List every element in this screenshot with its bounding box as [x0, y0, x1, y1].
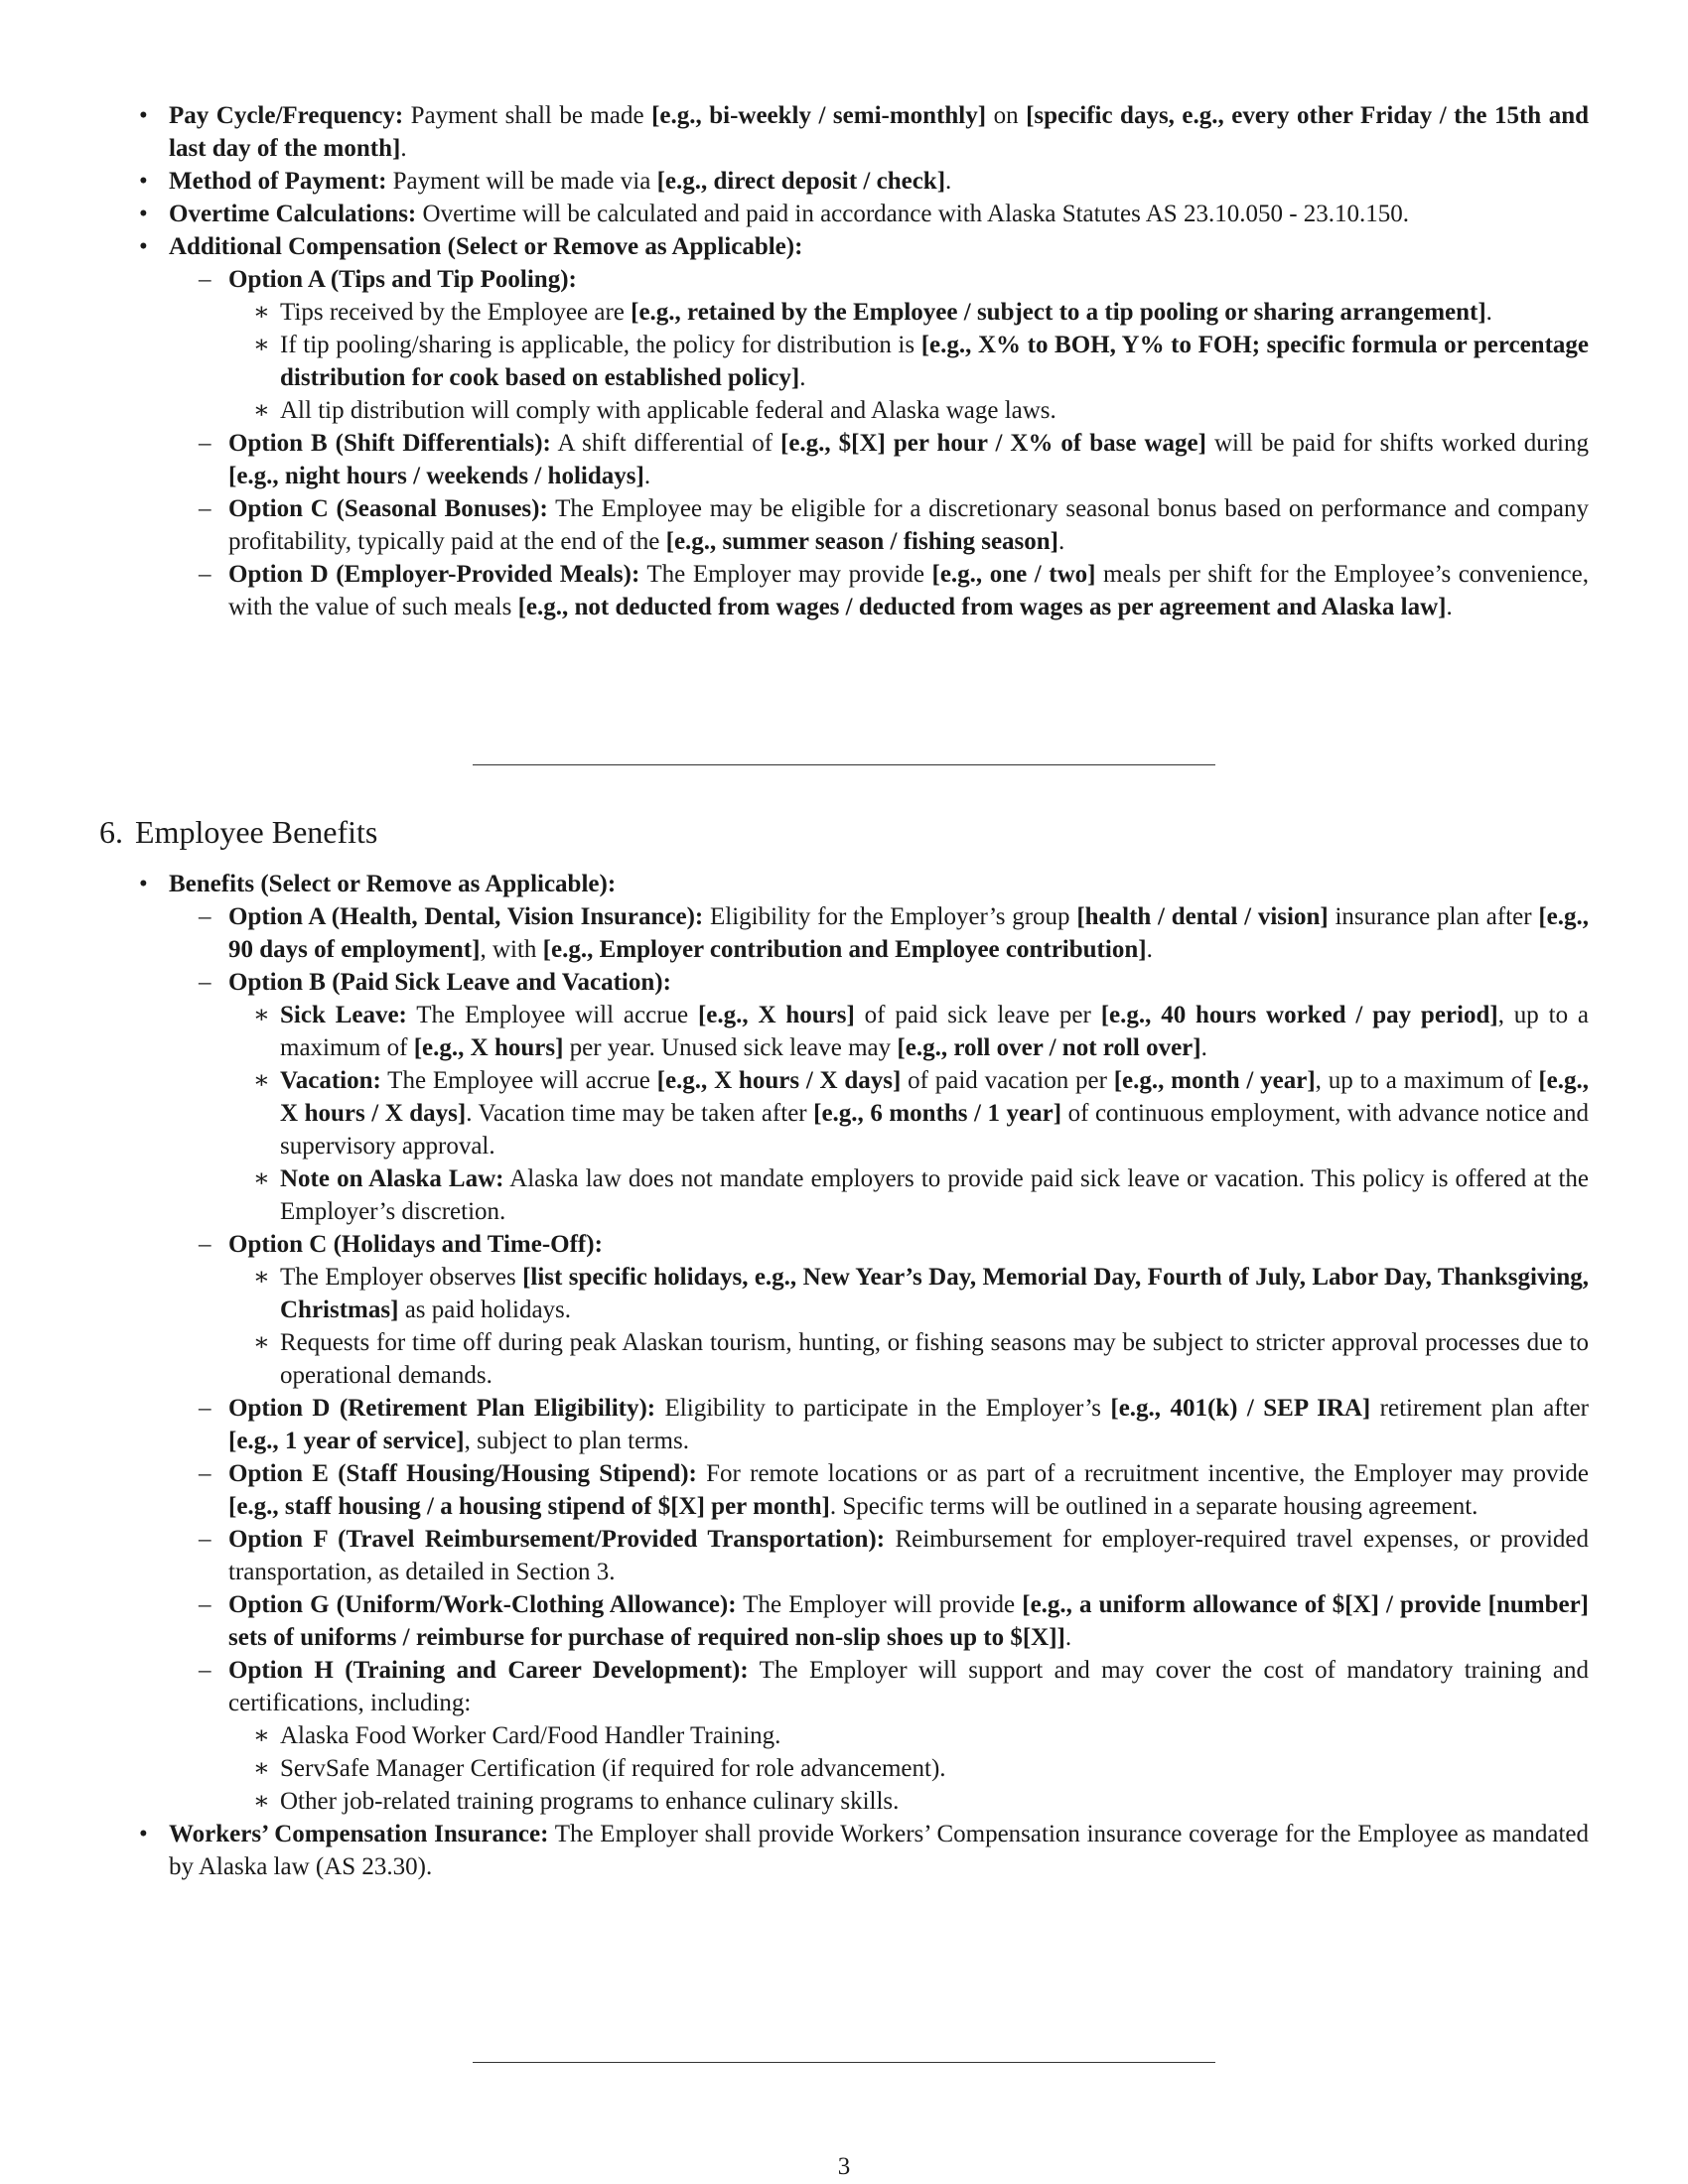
compensation-section [99, 99, 1589, 623]
workers-comp-item: • Workers’ Compensation Insurance: The Employer shall provide Workers’ Compensation insurance coverage for the Employee as mandated by Alaska law (AS 23.30). [99, 1818, 1589, 1883]
holidays-sublist [228, 1261, 1589, 1392]
section-number: 6. [99, 814, 123, 850]
benefit-option-c: – Option C (Holidays and Time-Off): ∗ The Employer observes [list specific holidays, e.g., New Year’s Day, Memorial Day, Fourth of July, Labor Day, Thanksgiving, Christmas] as paid holidays. ∗ Requests for time off during peak Alaskan tourism, hunting, or fishing seasons may be subject to stricter approval processes due to operational demands. [169, 1228, 1589, 1392]
horizontal-rule [473, 2062, 1215, 2063]
sick-leave-item: ∗ Sick Leave: The Employee will accrue [e.g., X hours] of paid sick leave per [e.g., 40 hours worked / pay period], up to a maximum of [e.g., X hours] per year. Unused sick leave may [e.g., roll over / not roll over]. [228, 999, 1589, 1064]
list-item: ∗ Requests for time off during peak Alaskan tourism, hunting, or fishing seasons may be subject to stricter approval processes due to operational demands. [228, 1326, 1589, 1392]
benefit-option-a: – Option A (Health, Dental, Vision Insurance): Eligibility for the Employer’s group [health / dental / vision] insurance plan after [e.g., 90 days of employment], with [e.g., Employer contribution and Employee contribution]. [169, 900, 1589, 966]
alaska-law-note-item: ∗ Note on Alaska Law: Alaska law does not mandate employers to provide paid sick leave or vacation. This policy is offered at the Employer’s discretion. [228, 1162, 1589, 1228]
section-title: Employee Benefits [135, 814, 378, 850]
method-of-payment-item: • Method of Payment: Payment will be made via [e.g., direct deposit / check]. [99, 165, 1589, 198]
comp-option-a: – Option A (Tips and Tip Pooling): ∗ Tips received by the Employee are [e.g., retained by the Employee / subject to a tip pooling or sharing arrangement]. ∗ If tip pooling/sharing is applicable, the policy for distribution is [e.g., X% to BOH, Y% to FOH; specific formula or percentage distribution for cook based on established policy]. ∗ All tip distribution will comply with applicable federal and Alaska wage laws. [169, 263, 1589, 427]
benefit-options-list [169, 900, 1589, 1818]
benefit-option-e: – Option E (Staff Housing/Housing Stipend): For remote locations or as part of a recruitment incentive, the Employer may provide [e.g., staff housing / a housing stipend of $[X] per month]. Specific terms will be outlined in a separate housing agreement. [169, 1457, 1589, 1523]
pay-cycle-label: Pay Cycle/Frequency: [169, 102, 404, 129]
list-item: ∗ The Employer observes [list specific holidays, e.g., New Year’s Day, Memorial Day, Fourth of July, Labor Day, Thanksgiving, Christmas] as paid holidays. [228, 1261, 1589, 1326]
benefit-option-f: – Option F (Travel Reimbursement/Provided Transportation): Reimbursement for employer-required travel expenses, or provided transportation, as detailed in Section 3. [169, 1523, 1589, 1588]
comp-option-b: – Option B (Shift Differentials): A shift differential of [e.g., $[X] per hour / X% of base wage] will be paid for shifts worked during [e.g., night hours / weekends / holidays]. [169, 427, 1589, 492]
benefit-option-g: – Option G (Uniform/Work-Clothing Allowance): The Employer will provide [e.g., a uniform allowance of $[X] / provide [number] sets of uniforms / reimburse for purchase of required non-slip shoes up to $[X]]. [169, 1588, 1589, 1654]
vacation-item: ∗ Vacation: The Employee will accrue [e.g., X hours / X days] of paid vacation per [e.g., month / year], up to a maximum of [e.g., X hours / X days]. Vacation time may be taken after [e.g., 6 months / 1 year] of continuous employment, with advance notice and supervisory approval. [228, 1064, 1589, 1162]
comp-option-d: – Option D (Employer-Provided Meals): The Employer may provide [e.g., one / two] meals per shift for the Employee’s convenience, with the value of such meals [e.g., not deducted from wages / deducted from wages as per agreement and Alaska law]. [169, 558, 1589, 623]
training-sublist [228, 1719, 1589, 1818]
method-label: Method of Payment: [169, 168, 387, 195]
overtime-item: • Overtime Calculations: Overtime will be calculated and paid in accordance with Alaska Statutes AS 23.10.050 - 23.10.150. [99, 198, 1589, 230]
list-item: ∗ ServSafe Manager Certification (if required for role advancement). [228, 1752, 1589, 1785]
tips-sublist [228, 296, 1589, 427]
list-item: ∗ Tips received by the Employee are [e.g., retained by the Employee / subject to a tip pooling or sharing arrangement]. [228, 296, 1589, 329]
pay-cycle-item: • Pay Cycle/Frequency: Payment shall be made [e.g., bi-weekly / semi-monthly] on [specific days, e.g., every other Friday / the 15th and last day of the month]. [99, 99, 1589, 165]
list-item: ∗ All tip distribution will comply with applicable federal and Alaska wage laws. [228, 394, 1589, 427]
comp-option-c: – Option C (Seasonal Bonuses): The Employee may be eligible for a discretionary seasonal bonus based on performance and company profitability, typically paid at the end of the [e.g., summer season / fishing season]. [169, 492, 1589, 558]
benefits-item [99, 868, 1589, 1818]
leave-sublist [228, 999, 1589, 1228]
section-heading [99, 812, 377, 852]
additional-compensation-label: Additional Compensation (Select or Remove as Applicable): [169, 233, 803, 260]
benefit-option-h: – Option H (Training and Career Development): The Employer will support and may cover the cost of mandatory training and certifications, including: ∗ Alaska Food Worker Card/Food Handler Training. ∗ ServSafe Manager Certification (if required for role advancement). ∗ Other job-related training programs to enhance culinary skills. [169, 1654, 1589, 1818]
benefits-section [99, 868, 1589, 1883]
benefits-label: Benefits (Select or Remove as Applicable): [169, 871, 617, 897]
list-item: ∗ Alaska Food Worker Card/Food Handler Training. [228, 1719, 1589, 1752]
additional-compensation-item [99, 230, 1589, 623]
additional-options-list [169, 263, 1589, 623]
benefit-option-d: – Option D (Retirement Plan Eligibility): Eligibility to participate in the Employer’s [e.g., 401(k) / SEP IRA] retirement plan after [e.g., 1 year of service], subject to plan terms. [169, 1392, 1589, 1457]
benefits-list [99, 868, 1589, 1883]
list-item: ∗ Other job-related training programs to enhance culinary skills. [228, 1785, 1589, 1818]
horizontal-rule [473, 764, 1215, 765]
compensation-list [99, 99, 1589, 623]
list-item: ∗ If tip pooling/sharing is applicable, the policy for distribution is [e.g., X% to BOH, Y% to FOH; specific formula or percentage distribution for cook based on established policy]. [228, 329, 1589, 394]
overtime-label: Overtime Calculations: [169, 201, 417, 227]
benefit-option-b: – Option B (Paid Sick Leave and Vacation): ∗ Sick Leave: The Employee will accrue [e.g., X hours] of paid sick leave per [e.g., 40 hours worked / pay period], up to a maximum of [e.g., X hours] per year. Unused sick leave may [e.g., roll over / not roll over]. ∗ Vacation: The Employee will accrue [e.g., X hours / X days] of paid vacation per [e.g., month / year], up to a maximum of [e.g., X hours / X days]. Vacation time may be taken after [e.g., 6 months / 1 year] of continuous employment, with advance notice and supervisory approval. ∗ Note on Alaska Law: Alaska law does not mandate employers to provide paid sick leave or vacation. This policy is offered at the Employer’s discretion. [169, 966, 1589, 1228]
page-number: 3 [837, 2153, 851, 2180]
